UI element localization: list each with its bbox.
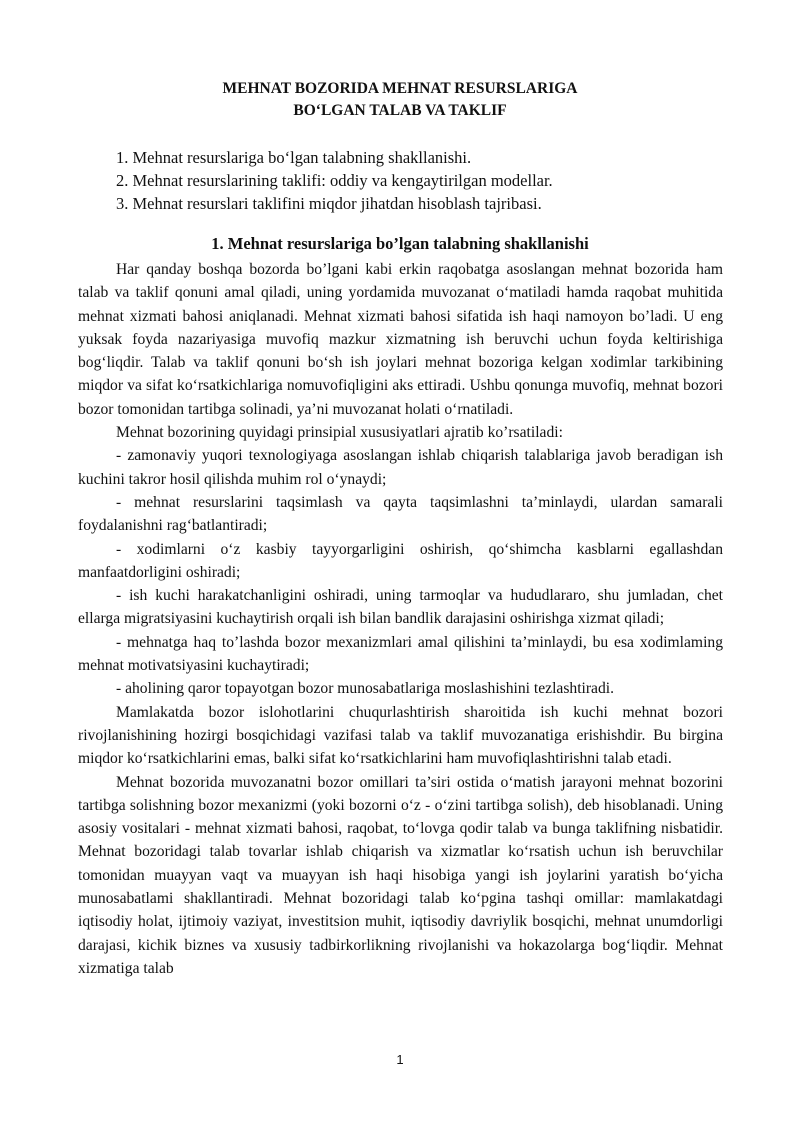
section-heading: 1. Mehnat resurslariga bo’lgan talabning shakllanishi <box>211 234 589 253</box>
toc-item: 2. Mehnat resurslarining taklifi: oddiy va kengaytirilgan modellar. <box>116 171 553 190</box>
list-item: - ish kuchi harakatchanligini oshiradi, uning tarmoqlar va hududlararo, shu jumladan, chet ellarga migratsiyasini kuchaytirish orqali ish bilan bandlik darajasini oshirishga xizmat qiladi; <box>78 587 723 628</box>
list-item: - mehnatga haq to’lashda bozor mexanizmlari amal qilishini ta’minlaydi, bu esa xodimlaming mehnat motivatsiyasini kuchaytiradi; <box>78 633 723 675</box>
toc-item: 3. Mehnat resurslari taklifini miqdor jihatdan hisoblash tajribasi. <box>116 194 542 213</box>
body-text <box>78 258 723 980</box>
paragraph: Har qanday boshqa bozorda bo’lgani kabi erkin raqobatga asoslangan mehnat bozorida ham talab va taklif qonuni amal qiladi, uning yordamida muvozanat o‘matiladi hamda raqobat muhitida mehnat xizmati bahosi aniqlanadi. Mehnat xizmati bahosi sifatida ish haqi namoyon bo’ladi. U eng yuksak foyda nazariyasiga muvofiq mazkur xizmatning ish beruvchi uchun foyda keltirishiga bog‘liqdir. Talab va taklif qonuni bo‘sh ish joylari mehnat bozoriga kelgan xodimlar tarkibining miqdor va sifat ko‘rsatkichlariga nomuvofiqligini aks ettiradi. Ushbu qonunga muvofiq, mehnat bozori bozor tomonidan tartibga solinadi, ya’ni muvozanat holati o‘rnatiladi. <box>78 261 723 418</box>
document-title-line-1: MEHNAT BOZORIDA MEHNAT RESURSLARIGA <box>222 80 578 97</box>
list-item: - aholining qaror topayotgan bozor munosabatlariga moslashishini tezlashtiradi. <box>116 680 615 698</box>
paragraph: Mehnat bozorining quyidagi prinsipial xususiyatlari ajratib ko’rsatiladi: <box>116 424 563 442</box>
paragraph: Mamlakatda bozor islohotlarini chuqurlashtirish sharoitida ish kuchi mehnat bozori rivojlanishining hozirgi bosqichidagi vazifasi talab va taklif muvozanatiga erishishdir. Bu birgina miqdor ko‘rsatkichlarini emas, balki sifat ko‘rsatkichlarini ham muvofiqlashtirishni talab etadi. <box>78 703 723 768</box>
table-of-contents <box>116 146 736 215</box>
page-number: 1 <box>396 1052 404 1067</box>
toc-item: 1. Mehnat resurslariga bo‘lgan talabning shakllanishi. <box>116 148 472 167</box>
list-item: - xodimlarni o‘z kasbiy tayyorgarligini oshirish, qo‘shimcha kasblarni egallashdan manfaatdorligini oshiradi; <box>78 540 723 581</box>
paragraph: Mehnat bozorida muvozanatni bozor omillari ta’siri ostida o‘matish jarayoni mehnat bozorini tartibga solishning bozor mexanizmi (yoki bozorni o‘z - o‘zini tartibga solish), deb hisoblanadi. Uning asosiy vositalari - mehnat xizmati bahosi, raqobat, to‘lovga qodir talab va bunga taklifning nisbatidir. Mehnat bozoridagi talab tovarlar ishlab chiqarish va xizmatlar ko‘rsatish uchun ish beruvchilar tomonidan muayyan vaqt va muayyan ish haqi hisobiga yangi ish joylarini yaratish bo‘yicha munosabatlami shakllantiradi. Mehnat bozoridagi talab ko‘pgina tashqi omillar: mamlakatdagi iqtisodiy holat, ijtimoiy vaziyat, investitsion muhit, iqtisodiy davriylik bosqichi, mehnat unumdorligi darajasi, kichik biznes va xususiy tadbirkorlikning rivojlanishi va hokazolarga bog‘liqdir. Mehnat xizmatiga talab <box>78 773 723 977</box>
list-item: - zamonaviy yuqori texnologiyaga asoslangan ishlab chiqarish talablariga javob beradigan ish kuchini takror hosil qilishda muhim rol o‘ynaydi; <box>78 447 723 488</box>
document-title-line-2: BO‘LGAN TALAB VA TAKLIF <box>293 102 507 119</box>
list-item: - mehnat resurslarini taqsimlash va qayta taqsimlashni ta’minlaydi, ulardan samarali foydalanishni rag‘batlantiradi; <box>78 493 723 535</box>
